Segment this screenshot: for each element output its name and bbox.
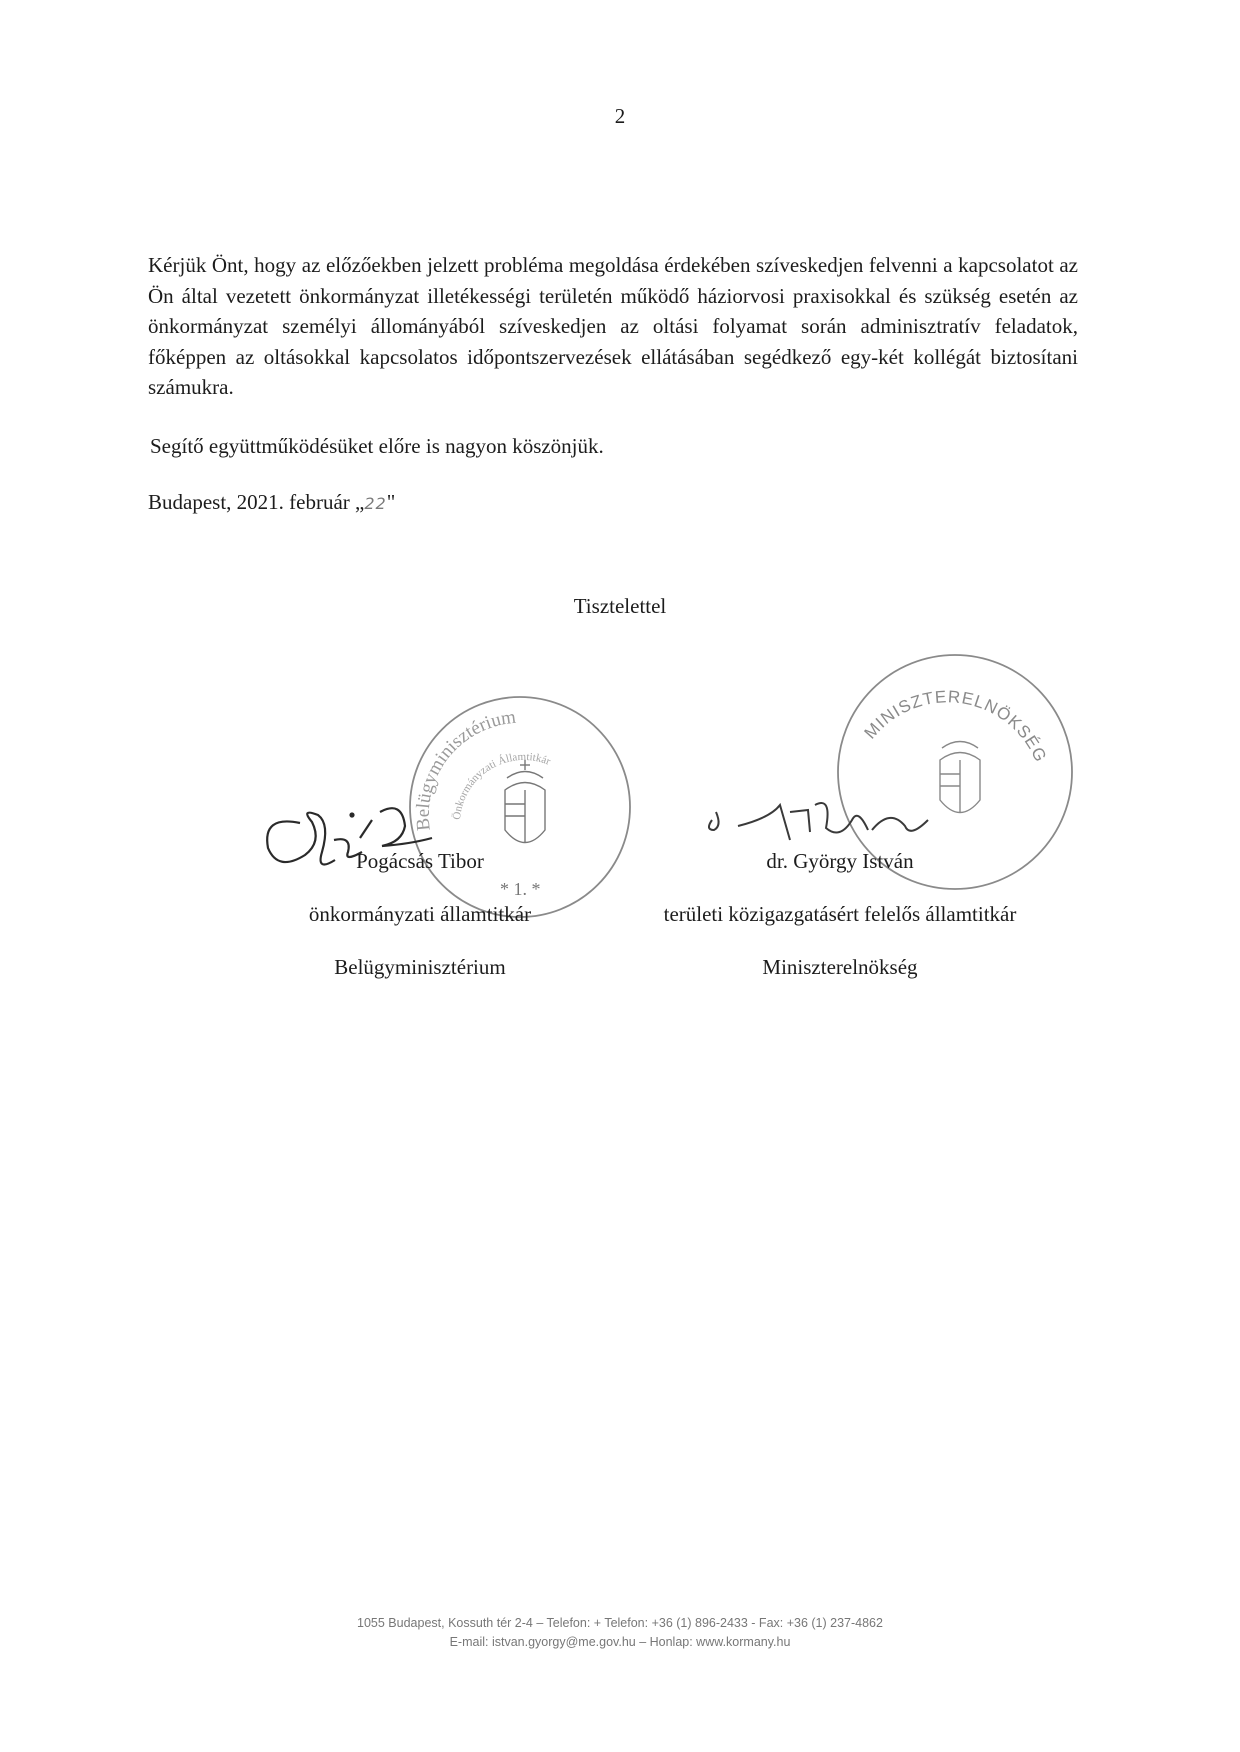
stamp-right-text: MINISZTERELNÖKSÉG	[860, 687, 1051, 766]
signatory-right-name: dr. György István	[766, 849, 914, 873]
svg-text:Önkormányzati Államtitkár	[451, 751, 552, 821]
signatory-right-title: területi közigazgatásért felelős államtitkár	[663, 902, 1017, 926]
stamp-left-inner-text: Önkormányzati Államtitkár	[450, 750, 553, 821]
coat-of-arms-icon	[940, 742, 980, 813]
footer-address: 1055 Budapest, Kossuth tér 2-4 – Telefon: + Telefon: +36 (1) 896-2433 - Fax: +36 (1) 237-4862	[357, 1616, 883, 1630]
date-line	[148, 490, 395, 515]
coat-of-arms-icon	[505, 760, 545, 843]
signatory-right-organization: Miniszterelnökség	[762, 955, 918, 979]
stamp-left-text: Belügyminisztérium	[412, 706, 518, 832]
svg-text:MINISZTERELNÖKSÉG	[861, 687, 1051, 765]
signatory-left-title: önkormányzati államtitkár	[308, 902, 532, 926]
date-suffix: "	[386, 490, 396, 514]
signatory-left-name: Pogácsás Tibor	[356, 849, 484, 873]
footer-contact: E-mail: istvan.gyorgy@me.gov.hu – Honlap: www.kormany.hu	[449, 1635, 791, 1649]
closing-salutation: Tisztelettel	[573, 594, 667, 618]
page-number: 2	[614, 104, 626, 128]
interior-ministry-stamp	[410, 697, 630, 917]
date-prefix: Budapest, 2021. február „	[148, 490, 365, 514]
thanks-paragraph: Segítő együttműködésüket előre is nagyon köszönjük.	[150, 434, 604, 458]
signatory-left-organization: Belügyminisztérium	[334, 955, 506, 979]
date-day-handwritten: 22	[364, 494, 387, 513]
request-paragraph: Kérjük Önt, hogy az előzőekben jelzett probléma megoldása érdekében szíveskedjen felvenni a kapcsolatot az Ön által vezetett önkormányzat illetékességi területén működő háziorvosi praxisokkal és szükség esetén az önkormányzat személyi állományából szíveskedjen az oltási folyamat során adminisztratív feladatok, főképpen az oltásokkal kapcsolatos időpontszervezések ellátásában segédkező egy-két kollégát biztosítani számukra.	[148, 253, 1078, 399]
gyorgy-signature	[709, 803, 928, 840]
letterhead-footer	[0, 1614, 1240, 1652]
stamp-left-number: * 1. *	[500, 879, 541, 899]
svg-text:Belügyminisztérium	[413, 707, 518, 832]
